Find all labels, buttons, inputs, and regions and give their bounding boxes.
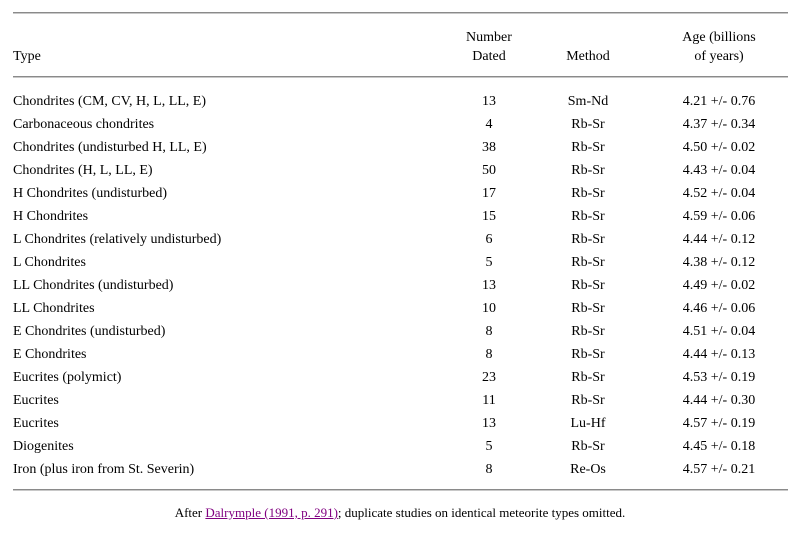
cell-method: Rb-Sr [571, 393, 605, 408]
table-row [0, 320, 800, 343]
header-number-dated [440, 28, 538, 66]
header-type-label: Type [13, 49, 41, 64]
cell-age: 4.44 +/- 0.12 [682, 232, 756, 247]
cell-type: Eucrites (polymict) [13, 370, 122, 385]
cell-number: 13 [482, 416, 496, 431]
cell-number: 13 [482, 94, 496, 109]
cell-age: 4.38 +/- 0.12 [682, 255, 756, 270]
cell-number: 5 [485, 255, 493, 270]
cell-method: Rb-Sr [571, 117, 605, 132]
cell-number: 4 [485, 117, 493, 132]
cell-age: 4.46 +/- 0.06 [682, 301, 756, 316]
cell-type: L Chondrites [13, 255, 86, 270]
cell-number: 8 [485, 462, 493, 477]
table-row [0, 205, 800, 228]
cell-number: 50 [482, 163, 496, 178]
cell-age: 4.51 +/- 0.04 [682, 324, 756, 339]
table-body [0, 90, 800, 481]
table-row [0, 136, 800, 159]
cell-type: Chondrites (undisturbed H, LL, E) [13, 140, 207, 155]
cell-number: 38 [482, 140, 496, 155]
cell-type: Diogenites [13, 439, 74, 454]
cell-method: Rb-Sr [571, 278, 605, 293]
cell-number: 17 [482, 186, 496, 201]
table-row [0, 343, 800, 366]
table-row [0, 366, 800, 389]
cell-method: Rb-Sr [571, 186, 605, 201]
table-row [0, 251, 800, 274]
header-number-line2: Dated [472, 49, 506, 64]
cell-type: H Chondrites (undisturbed) [13, 186, 167, 201]
cell-method: Rb-Sr [571, 370, 605, 385]
table-row [0, 274, 800, 297]
cell-age: 4.57 +/- 0.19 [682, 416, 756, 431]
cell-age: 4.59 +/- 0.06 [682, 209, 756, 224]
header-number-line1: Number [466, 30, 512, 45]
cell-age: 4.44 +/- 0.30 [682, 393, 756, 408]
cell-method: Rb-Sr [571, 324, 605, 339]
cell-age: 4.53 +/- 0.19 [682, 370, 756, 385]
cell-method: Re-Os [570, 462, 606, 477]
header-age-line1: Age (billions [682, 30, 756, 45]
cell-type: Chondrites (H, L, LL, E) [13, 163, 153, 178]
cell-type: Eucrites [13, 393, 59, 408]
caption-prefix: After [174, 505, 206, 520]
cell-age: 4.50 +/- 0.02 [682, 140, 756, 155]
cell-type: E Chondrites [13, 347, 87, 362]
cell-age: 4.44 +/- 0.13 [682, 347, 756, 362]
cell-number: 23 [482, 370, 496, 385]
table-row [0, 412, 800, 435]
cell-age: 4.52 +/- 0.04 [682, 186, 756, 201]
table-row [0, 90, 800, 113]
table-row [0, 458, 800, 481]
table-row [0, 435, 800, 458]
cell-method: Rb-Sr [571, 232, 605, 247]
cell-number: 5 [485, 439, 493, 454]
cell-method: Rb-Sr [571, 439, 605, 454]
header-age [660, 28, 778, 66]
cell-age: 4.37 +/- 0.34 [682, 117, 756, 132]
cell-type: LL Chondrites [13, 301, 95, 316]
header-method-label: Method [566, 49, 610, 64]
cell-type: H Chondrites [13, 209, 89, 224]
header-type [13, 47, 41, 66]
cell-number: 13 [482, 278, 496, 293]
cell-number: 11 [482, 393, 496, 408]
cell-age: 4.45 +/- 0.18 [682, 439, 756, 454]
cell-method: Rb-Sr [571, 255, 605, 270]
cell-type: Eucrites [13, 416, 59, 431]
cell-number: 6 [485, 232, 493, 247]
table-row [0, 228, 800, 251]
cell-age: 4.57 +/- 0.21 [682, 462, 756, 477]
cell-number: 10 [482, 301, 496, 316]
cell-number: 8 [485, 347, 493, 362]
cell-number: 8 [485, 324, 493, 339]
dalrymple-citation-link[interactable]: Dalrymple (1991, p. 291) [205, 505, 338, 520]
cell-method: Rb-Sr [571, 301, 605, 316]
caption-suffix: ; duplicate studies on identical meteorite types omitted. [337, 505, 626, 520]
cell-method: Rb-Sr [571, 140, 605, 155]
cell-method: Rb-Sr [571, 163, 605, 178]
cell-type: LL Chondrites (undisturbed) [13, 278, 174, 293]
cell-age: 4.21 +/- 0.76 [682, 94, 756, 109]
cell-type: Carbonaceous chondrites [13, 117, 155, 132]
cell-method: Rb-Sr [571, 209, 605, 224]
table-caption [0, 505, 800, 521]
table-row [0, 297, 800, 320]
cell-method: Lu-Hf [570, 416, 606, 431]
cell-age: 4.43 +/- 0.04 [682, 163, 756, 178]
table-row [0, 159, 800, 182]
cell-type: Iron (plus iron from St. Severin) [13, 462, 195, 477]
cell-type: L Chondrites (relatively undisturbed) [13, 232, 222, 247]
table-row [0, 182, 800, 205]
header-rule [13, 76, 788, 78]
cell-type: Chondrites (CM, CV, H, L, LL, E) [13, 94, 207, 109]
bottom-rule [13, 489, 788, 491]
header-method [540, 47, 636, 66]
cell-age: 4.49 +/- 0.02 [682, 278, 756, 293]
cell-method: Rb-Sr [571, 347, 605, 362]
table-row [0, 113, 800, 136]
top-rule [13, 12, 788, 14]
table-row [0, 389, 800, 412]
header-age-line2: of years) [694, 49, 744, 64]
cell-type: E Chondrites (undisturbed) [13, 324, 166, 339]
cell-number: 15 [482, 209, 496, 224]
cell-method: Sm-Nd [567, 94, 609, 109]
